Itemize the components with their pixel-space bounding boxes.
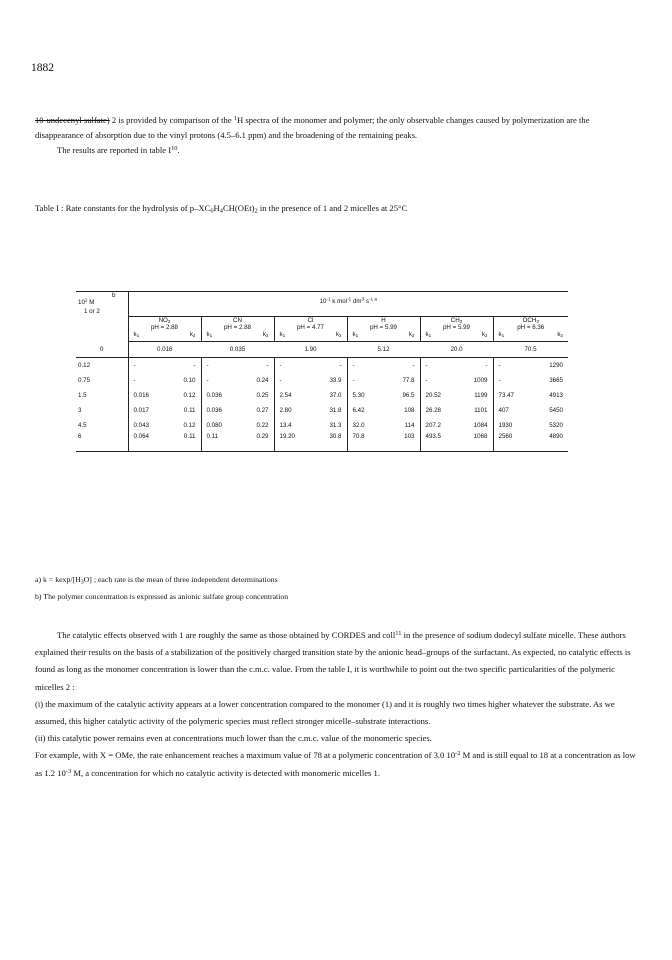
table-row: 3 0.017 0.11 0.036 0.27 2.80 31.8 6.42 108 26.28 1101 407 5450	[76, 403, 568, 418]
substituent-h: H pH = 5.99	[347, 317, 420, 332]
corner-header: b $10^2$ M 1 or 2	[76, 292, 128, 342]
page-number: 1882	[31, 62, 54, 74]
table-row: 6 0.064 0.11 0.11 0.29 19.20 30.8 70.8 103 493.5 1068 2560 4890	[76, 433, 568, 452]
surfactant-label: 1 or 2	[84, 308, 100, 315]
rate-constants-table	[76, 291, 568, 452]
substituent-row	[76, 317, 568, 332]
intro-paragraph: 10-undecenyl sulfate) 2 is provided by comparison of the $^1$H spectra of the monomer and polymer; the only observable changes caused by polymerization are the disappearance of absorption due to the vinyl protons (4.5–6.1 ppm) and the broadening of the remaining peaks. The results are reported in table $I^{10}$.	[35, 113, 640, 158]
table-row: 0.12 - - - - - - - - - - - 1290	[76, 358, 568, 374]
unit-header: $10^{-1}$ k mol$^{-1}$ $dm^3$ $s^{-1}$ $^a$	[128, 292, 568, 317]
paragraph-example: For example, with X = OMe, the rate enhancement reaches a maximum value of 78 at a polymeric concentration of 3.0 $10^{-2}$ M and is still equal to 18 at a concentration as low as 1.2 $10^{-3}$ M, a concentration for which no catalytic activity is detected with monomeric micelles 1.	[35, 750, 636, 778]
footnote-b: b) The polymer concentration is expressed as anionic sulfate group concentration	[35, 592, 289, 601]
table-row: 0 0.016 0.035 1.90 5.12 20.0 70.5	[76, 342, 568, 358]
substituent-cl: Cl pH = 4.77	[274, 317, 347, 332]
struck-text: 10-undecenyl sulfate)	[35, 115, 110, 125]
paragraph-cordes: The catalytic effects observed with 1 are roughly the same as those obtained by CORDES and coll$^{11}$ in the presence of sodium dodecyl sulfate micelle. These authors explained their results on the basis of a stabilization of the positively charged transition state by the anionic head–groups of the surfactant. As expected, no catalytic effects is found as long as the monomer concentration is lower than the c.m.c. value. From the table I, it is worthwhile to point out the two specific particularities of the polymeric micelles 2 :	[35, 629, 631, 692]
substituent-cn: CN pH = 2.88	[201, 317, 274, 332]
table-row: 4.5 0.043 0.12 0.080 0.22 13.4 31.3 32.0 114 207.2 1084 1930 5320	[76, 418, 568, 433]
results-sentence: The results are reported in table $I^{10}$.	[57, 144, 180, 155]
paragraph-point-ii: (ii) this catalytic power remains even at concentrations much lower than the c.m.c. value of the monomeric species.	[35, 733, 432, 744]
substituent-no2: $NO_2$ pH = 2.88	[128, 317, 201, 332]
substituent-ch3: $CH_3$ pH = 5.99	[420, 317, 493, 332]
paragraph-point-i: (i) the maximum of the catalytic activity appears at a lower concentration compared to the monomer (1) and it is roughly two times higher whatever the substrate. As we assumed, this higher catalytic activity of the polymeric species must reflect stronger micelle–substrate interactions.	[35, 698, 615, 727]
table-row: 1.5 0.016 0.12 0.036 0.25 2.54 37.0 5.30 96.5 20.52 1199 73.47 4913	[76, 388, 568, 403]
body-text	[35, 627, 640, 782]
table-row: 0.75 - 0.10 - 0.24 - 33.9 - 77.8 - 1009 - 3665	[76, 373, 568, 388]
k-header-row: $k_1$ $k_2$ $k_1$ $k_2$ $k_1$ $k_2$ $k_1$ $k_2$ $k_1$ $k_2$ $k_1$ $k_2$	[76, 331, 568, 342]
footnote-a: a) k = kexp/$[H_3O]$ ; each rate is the mean of three independent determinations	[35, 575, 278, 586]
substituent-och3: $OCH_3$ pH = 6.36	[493, 317, 568, 332]
table-caption: Table I : Rate constants for the hydrolysis of $p-XC_6H_4CH(OEt)_2$ in the presence of 1 and 2 micelles at 25°C	[35, 203, 408, 215]
